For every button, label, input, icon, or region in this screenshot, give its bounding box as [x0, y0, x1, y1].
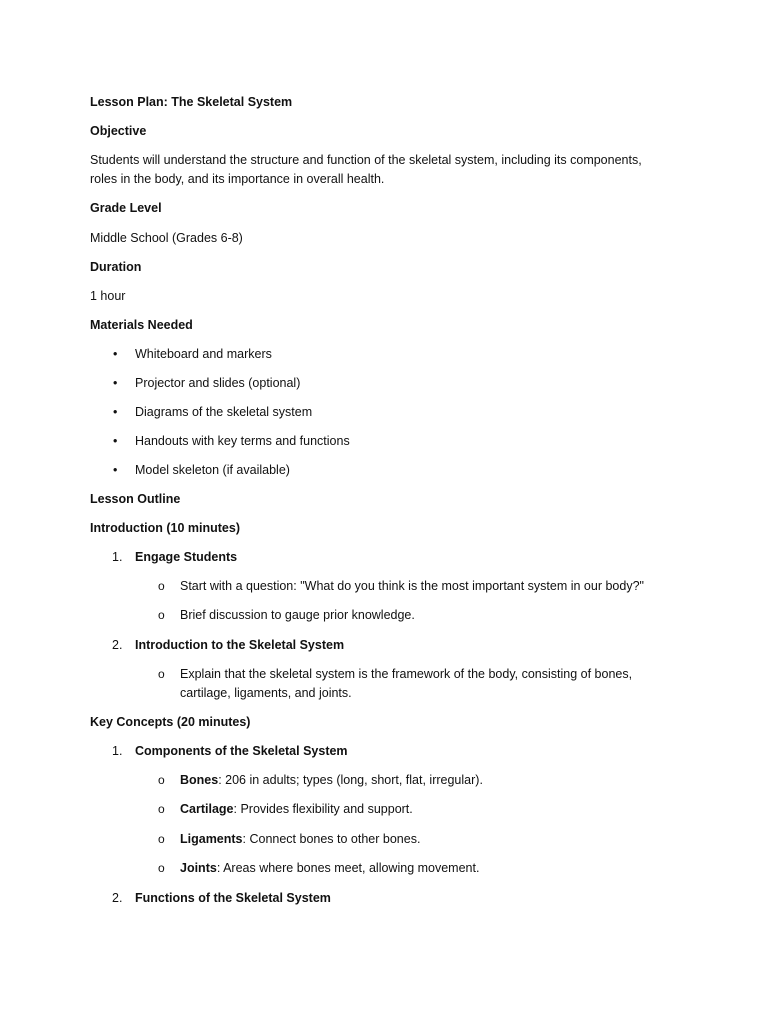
list-number: 1. — [112, 744, 123, 758]
term-description: : Areas where bones meet, allowing movement. — [216, 861, 480, 875]
duration-value: 1 hour — [90, 289, 126, 303]
sub-bullet-icon: o — [158, 861, 165, 875]
list-item: Whiteboard and markers — [135, 347, 272, 361]
duration-heading: Duration — [90, 260, 142, 274]
sub-bullet-icon: o — [158, 832, 165, 846]
sub-bullet-icon: o — [158, 667, 165, 681]
term-description: : Connect bones to other bones. — [242, 832, 421, 846]
sub-list-item — [180, 859, 479, 877]
list-item: Projector and slides (optional) — [135, 376, 301, 390]
key-concepts-heading: Key Concepts (20 minutes) — [90, 715, 251, 729]
lesson-outline-heading: Lesson Outline — [90, 492, 181, 506]
bullet-icon: • — [113, 347, 118, 361]
bullet-icon: • — [113, 376, 118, 390]
intro-item-title: Introduction to the Skeletal System — [135, 638, 345, 652]
sub-list-item — [180, 771, 483, 789]
key-item-title: Functions of the Skeletal System — [135, 891, 331, 905]
list-item: Diagrams of the skeletal system — [135, 405, 313, 419]
bullet-icon: • — [113, 463, 118, 477]
objective-text-line-2: roles in the body, and its importance in overall health. — [90, 172, 385, 186]
list-item: Handouts with key terms and functions — [135, 434, 350, 448]
sub-bullet-icon: o — [158, 773, 165, 787]
intro-item-title: Engage Students — [135, 550, 238, 564]
list-number: 1. — [112, 550, 123, 564]
term: Cartilage — [180, 802, 234, 816]
grade-level-heading: Grade Level — [90, 201, 162, 215]
term: Joints — [180, 861, 217, 875]
term: Bones — [180, 773, 219, 787]
bullet-icon: • — [113, 434, 118, 448]
sub-list-item: Start with a question: "What do you think is the most important system in our body?" — [180, 579, 644, 593]
list-item: Model skeleton (if available) — [135, 463, 290, 477]
grade-level-value: Middle School (Grades 6-8) — [90, 231, 243, 245]
sub-list-item-line-1: Explain that the skeletal system is the framework of the body, consisting of bones, — [180, 667, 633, 681]
objective-text-line-1: Students will understand the structure and function of the skeletal system, including its components, — [90, 153, 642, 167]
list-number: 2. — [112, 891, 123, 905]
sub-list-item — [180, 830, 420, 848]
sub-list-item: Brief discussion to gauge prior knowledge. — [180, 608, 415, 622]
materials-heading: Materials Needed — [90, 318, 193, 332]
document-title: Lesson Plan: The Skeletal System — [90, 95, 293, 109]
bullet-icon: • — [113, 405, 118, 419]
term-description: : Provides flexibility and support. — [233, 802, 413, 816]
term-description: : 206 in adults; types (long, short, flat, irregular). — [218, 773, 483, 787]
sub-list-item — [180, 800, 413, 818]
sub-list-item-line-2: cartilage, ligaments, and joints. — [180, 686, 352, 700]
sub-bullet-icon: o — [158, 802, 165, 816]
sub-bullet-icon: o — [158, 579, 165, 593]
objective-heading: Objective — [90, 124, 147, 138]
key-item-title: Components of the Skeletal System — [135, 744, 348, 758]
list-number: 2. — [112, 638, 123, 652]
term: Ligaments — [180, 832, 243, 846]
sub-bullet-icon: o — [158, 608, 165, 622]
introduction-heading: Introduction (10 minutes) — [90, 521, 240, 535]
